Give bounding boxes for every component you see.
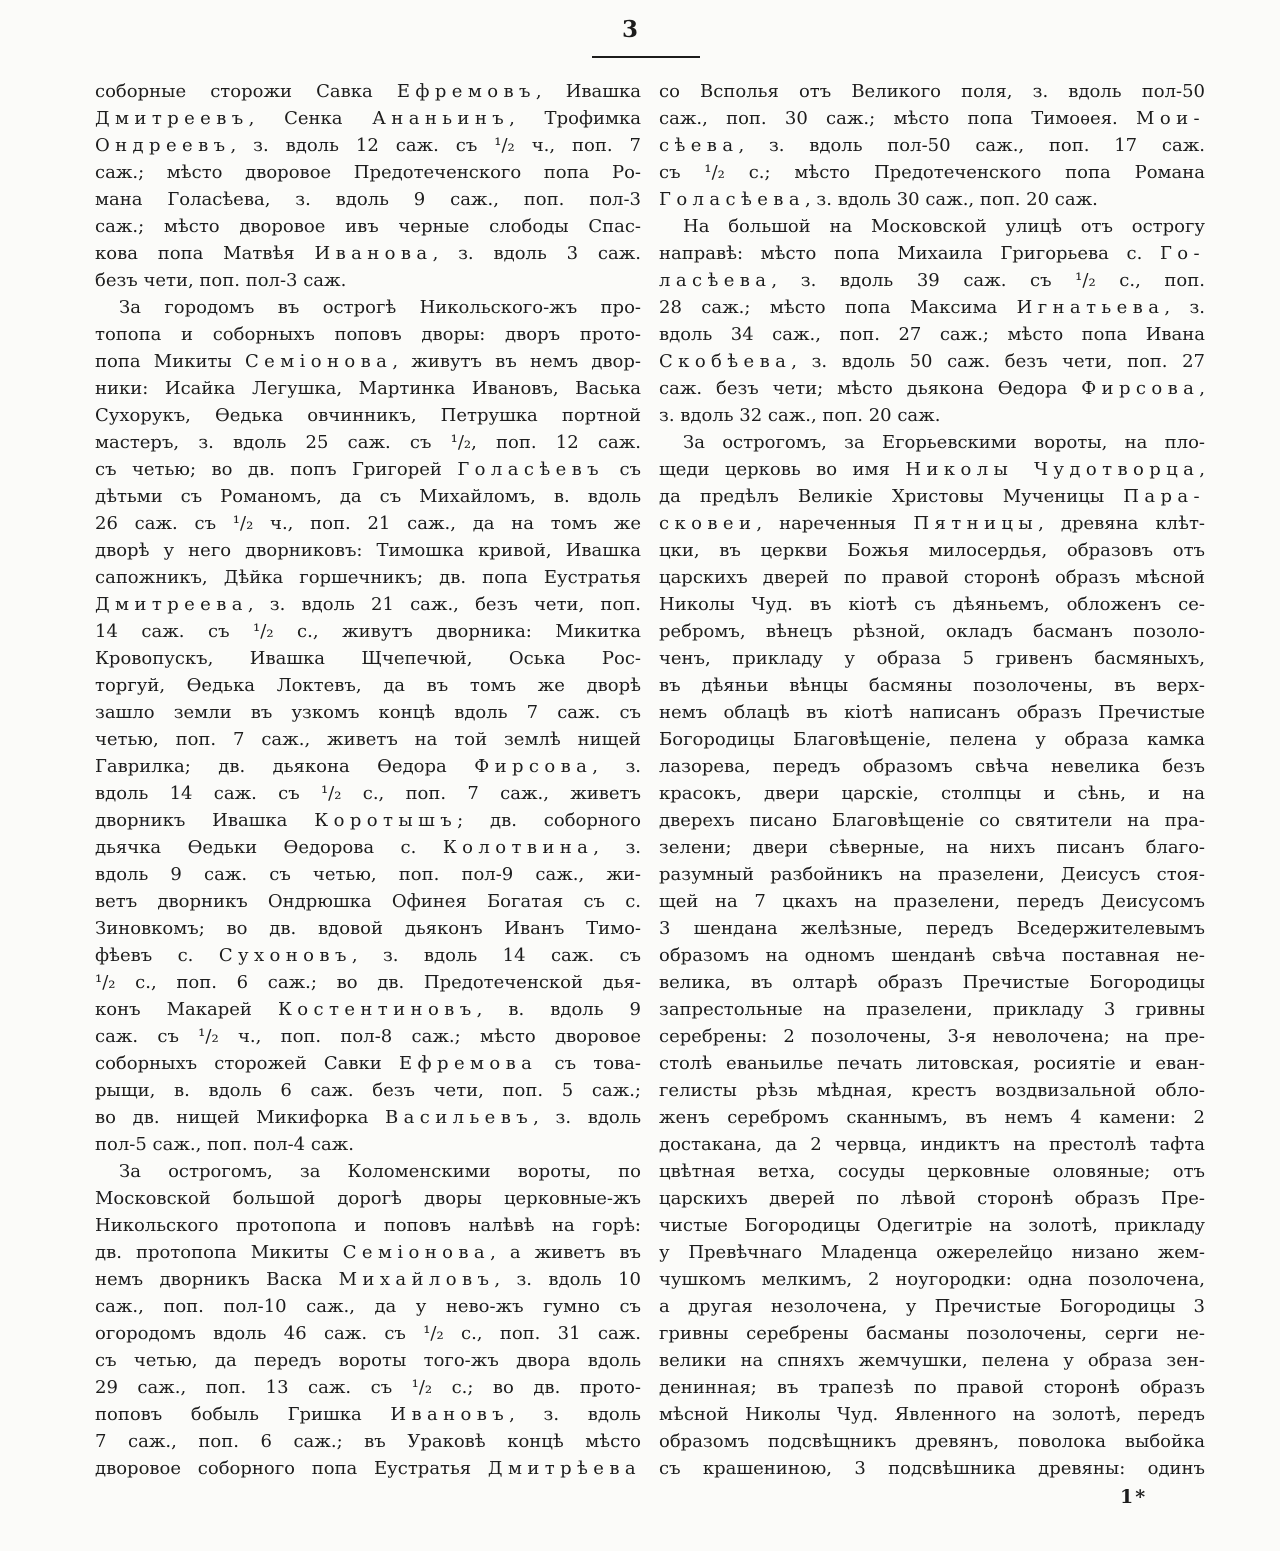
text-line: съ ¹/₂ с.; мѣсто Предотеченского попа Романа xyxy=(659,162,1205,183)
text-line: 7 саж., поп. 6 саж.; въ Ураковѣ концѣ мѣсто xyxy=(95,1431,641,1452)
text-line: Никольского протопопа и поповъ налѣвѣ на горѣ: xyxy=(95,1215,641,1236)
text-line: дв. протопопа Микиты Семіонова, а живетъ въ xyxy=(95,1242,641,1263)
text-line: саж. безъ чети; мѣсто дьякона Ѳедора Фирсова, xyxy=(659,378,1205,399)
text-line: соборныхъ сторожей Савки Ефремова съ това- xyxy=(95,1053,641,1074)
text-line: лазорева, передъ образомъ свѣча невелика безъ xyxy=(659,756,1205,777)
letterspaced-name: Николы Чудотворца xyxy=(905,459,1200,480)
text-line: Сухорукъ, Ѳедька овчинникъ, Петрушка портной xyxy=(95,405,641,426)
text-line: вдоль 9 саж. съ четью, поп. пол-9 саж., жи- xyxy=(95,864,641,885)
letterspaced-name: Голасѣевъ xyxy=(457,459,605,480)
text-line: щей на 7 цкахъ на празелени, передъ Деисусомъ xyxy=(659,891,1205,912)
text-line: саж.; мѣсто дворовое ивъ черные слободы Спас- xyxy=(95,216,641,237)
text-line: зашло земли въ узкомъ концѣ вдоль 7 саж. съ xyxy=(95,702,641,723)
text-line: ники: Исайка Легушка, Мартинка Ивановъ, Васька xyxy=(95,378,641,399)
text-line: Московской большой дорогѣ дворы церковные-жъ xyxy=(95,1188,641,1209)
letterspaced-name: Скобѣева xyxy=(659,351,792,372)
text-line: поповъ бобыль Гришка Ивановъ, з. вдоль xyxy=(95,1404,641,1425)
letterspaced-name: Ананьинъ xyxy=(372,108,510,129)
signature-mark: 1* xyxy=(1120,1486,1148,1508)
letterspaced-name: Семіонова xyxy=(342,1242,491,1263)
letterspaced-name: Голасѣева xyxy=(659,189,805,210)
text-line: велики на спняхъ жемчушки, пелена у образа зен- xyxy=(659,1350,1205,1371)
letterspaced-name: Пятницы xyxy=(913,513,1039,534)
text-line: мана Голасѣева, з. вдоль 9 саж., поп. пол-3 xyxy=(95,189,641,210)
text-line: дворовое соборного попа Еустратья Дмитрѣева xyxy=(95,1458,641,1479)
text-line: безъ чети, поп. пол-3 саж. xyxy=(95,270,347,291)
text-line: цки, въ церкви Божья милосердья, образовъ отъ xyxy=(659,540,1205,561)
text-line: мастеръ, з. вдоль 25 саж. съ ¹/₂, поп. 12 саж. xyxy=(95,432,641,453)
letterspaced-name: Колотвина xyxy=(442,837,594,858)
text-line: гривны серебрены басманы позолочены, серги не- xyxy=(659,1323,1205,1344)
text-line: Зиновкомъ; во дв. вдовой дьяконъ Иванъ Тимо- xyxy=(95,918,641,939)
text-line: Кровопускъ, Ивашка Щчепечюй, Оська Рос- xyxy=(95,648,641,669)
text-line: 14 саж. съ ¹/₂ с., живутъ дворника: Микитка xyxy=(95,621,641,642)
text-line: съ четью; во дв. попъ Григорей Голасѣевъ съ xyxy=(95,459,641,480)
text-line: чушкомъ мелкимъ, 2 ноугородки: одна позолочена, xyxy=(659,1269,1205,1290)
text-line: ласѣева, з. вдоль 39 саж. съ ¹/₂ с., поп. xyxy=(659,270,1205,291)
text-line: ¹/₂ с., поп. 6 саж.; во дв. Предотеченской дья- xyxy=(95,972,641,993)
text-line: царскихъ дверей по правой сторонѣ образъ мѣсной xyxy=(659,567,1205,588)
text-line: ченъ, прикладу у образа 5 гривенъ басмяныхъ, xyxy=(659,648,1205,669)
text-line: Богородицы Благовѣщеніе, пелена у образа камка xyxy=(659,729,1205,750)
text-line: дѣтьми съ Романомъ, да съ Михайломъ, в. вдоль xyxy=(95,486,641,507)
text-line: чистые Богородицы Одегитріе на золотѣ, прикладу xyxy=(659,1215,1205,1236)
page-number: 3 xyxy=(621,16,638,43)
text-line: На большой на Московской улицѣ отъ острогу xyxy=(683,216,1205,237)
letterspaced-name: Костентиновъ xyxy=(277,999,477,1020)
text-line: дьячка Ѳедьки Ѳедорова с. Колотвина, з. xyxy=(95,837,641,858)
text-line: достакана, да 2 червца, индиктъ на престолѣ тафта xyxy=(659,1134,1205,1155)
text-line: серебрены: 2 позолочены, 3-я неволочена; на пре- xyxy=(659,1026,1205,1047)
text-line: Дмитреевъ, Сенка Ананьинъ, Трофимка xyxy=(95,108,641,129)
text-line: образомъ на одномъ шенданѣ свѣча поставная не- xyxy=(659,945,1205,966)
letterspaced-name: Иванова xyxy=(314,243,433,264)
letterspaced-name: сѣева xyxy=(659,135,739,156)
text-line: Николы Чуд. въ кіотѣ съ дѣяньемъ, обложенъ се- xyxy=(659,594,1205,615)
text-line: разумный разбойникъ на празелени, Деисусъ стоя- xyxy=(659,864,1205,885)
text-line: кова попа Матвѣя Иванова, з. вдоль 3 саж. xyxy=(95,243,641,264)
letterspaced-name: Ефремовъ xyxy=(396,81,536,102)
letterspaced-name: Пара- xyxy=(1123,486,1205,507)
letterspaced-name: сковеи xyxy=(659,513,757,534)
text-line: денинная; въ трапезѣ по правой сторонѣ образъ xyxy=(659,1377,1205,1398)
text-line: торгуй, Ѳедька Локтевъ, да въ томъ же дворѣ xyxy=(95,675,641,696)
letterspaced-name: Фирсова xyxy=(1081,378,1200,399)
letterspaced-name: Михайловъ xyxy=(338,1269,495,1290)
column-right xyxy=(659,78,1205,1482)
letterspaced-name: Ондреевъ xyxy=(95,135,231,156)
text-line: у Превѣчнаго Младенца ожерелейцо низано жем- xyxy=(659,1242,1205,1263)
text-line: соборные сторожи Савка Ефремовъ, Ивашка xyxy=(95,81,641,102)
letterspaced-name: ласѣева xyxy=(659,270,772,291)
text-line: женъ серебромъ сканнымъ, въ немъ 4 камени: 2 xyxy=(659,1107,1205,1128)
text-line: дворѣ у него дворниковъ: Тимошка кривой, Ивашка xyxy=(95,540,641,561)
text-line: немъ дворникъ Васка Михайловъ, з. вдоль 10 xyxy=(95,1269,641,1290)
letterspaced-name: Игнатьева xyxy=(1016,297,1165,318)
text-line: цвѣтная ветха, сосуды церковные оловяные; отъ xyxy=(659,1161,1205,1182)
text-line: Скобѣева, з. вдоль 50 саж. безъ чети, поп. 27 xyxy=(659,351,1205,372)
text-line: красокъ, двери царскіе, столпцы и сѣнь, и на xyxy=(659,783,1205,804)
letterspaced-name: Сухоновъ xyxy=(218,945,352,966)
text-line: попа Микиты Семіонова, живутъ въ немъ двор- xyxy=(95,351,641,372)
text-line: ветъ дворникъ Ондрюшка Офинея Богатая съ с. xyxy=(95,891,641,912)
text-line: съ четью, да передъ вороты того-жъ двора вдоль xyxy=(95,1350,641,1371)
text-line: Голасѣева, з. вдоль 30 саж., поп. 20 саж. xyxy=(659,189,1098,210)
text-line: топопа и соборныхъ поповъ дворы: дворъ прото- xyxy=(95,324,641,345)
text-line: во дв. нищей Микифорка Васильевъ, з. вдоль xyxy=(95,1107,641,1128)
text-line: пол-5 саж., поп. пол-4 саж. xyxy=(95,1134,354,1155)
text-line: конъ Макарей Костентиновъ, в. вдоль 9 xyxy=(95,999,641,1020)
text-line: Ондреевъ, з. вдоль 12 саж. съ ¹/₂ ч., поп. 7 xyxy=(95,135,641,156)
text-line: да предѣлъ Великіе Христовы Мученицы Пара- xyxy=(659,486,1205,507)
text-line: щеди церковь во имя Николы Чудотворца, xyxy=(659,459,1205,480)
text-line: сѣева, з. вдоль пол-50 саж., поп. 17 саж. xyxy=(659,135,1205,156)
text-line: запрестольные на празелени, прикладу 3 гривны xyxy=(659,999,1205,1020)
text-line: направѣ: мѣсто попа Михаила Григорьева с. Го- xyxy=(659,243,1205,264)
text-line: гелисты рѣзь мѣдная, крестъ воздвизальной обло- xyxy=(659,1080,1205,1101)
text-line: саж. съ ¹/₂ ч., поп. пол-8 саж.; мѣсто дворовое xyxy=(95,1026,641,1047)
text-line: а другая незолочена, у Пречистые Богородицы 3 xyxy=(659,1296,1205,1317)
text-line: съ крашениною, 3 подсвѣшника древяны: одинъ xyxy=(659,1458,1205,1479)
text-line: вдоль 14 саж. съ ¹/₂ с., поп. 7 саж., живетъ xyxy=(95,783,641,804)
letterspaced-name: Ефремова xyxy=(399,1053,538,1074)
text-line: мѣсной Николы Чуд. Явленного на золотѣ, передъ xyxy=(659,1404,1205,1425)
text-line: 28 саж.; мѣсто попа Максима Игнатьева, з. xyxy=(659,297,1205,318)
text-line: дворникъ Ивашка Коротышъ; дв. соборного xyxy=(95,810,641,831)
letterspaced-name: Коротышъ xyxy=(314,810,458,831)
text-line: столѣ еваньилье печать литовская, росиятіе и еван- xyxy=(659,1053,1205,1074)
text-line: велика, въ олтарѣ образъ Пречистые Богородицы xyxy=(659,972,1205,993)
text-line: сковеи, нареченныя Пятницы, древяна клѣт- xyxy=(659,513,1205,534)
column-left xyxy=(95,78,641,1482)
text-line: За острогомъ, за Коломенскими вороты, по xyxy=(119,1161,641,1182)
text-line: Дмитреева, з. вдоль 21 саж., безъ чети, поп. xyxy=(95,594,641,615)
text-line: 26 саж. съ ¹/₂ ч., поп. 21 саж., да на томъ же xyxy=(95,513,641,534)
text-line: ребромъ, вѣнецъ рѣзной, окладъ басманъ позоло- xyxy=(659,621,1205,642)
text-line: царскихъ дверей по лѣвой сторонѣ образъ Пре- xyxy=(659,1188,1205,1209)
letterspaced-name: Дмитреевъ xyxy=(95,108,249,129)
text-line: четью, поп. 7 саж., живетъ на той землѣ нищей xyxy=(95,729,641,750)
text-line: саж., поп. 30 саж.; мѣсто попа Тимоѳея. Мои- xyxy=(659,108,1205,129)
letterspaced-name: Го- xyxy=(1159,243,1205,264)
text-line: саж., поп. пол-10 саж., да у нево-жъ гумно съ xyxy=(95,1296,641,1317)
letterspaced-name: Ивановъ xyxy=(390,1404,510,1425)
text-line: з. вдоль 32 саж., поп. 20 саж. xyxy=(659,405,941,426)
text-line: рыщи, в. вдоль 6 саж. безъ чети, поп. 5 саж.; xyxy=(95,1080,641,1101)
text-line: саж.; мѣсто дворовое Предотеченского попа Ро- xyxy=(95,162,641,183)
letterspaced-name: Дмитрѣева xyxy=(487,1458,641,1479)
text-line: дверехъ писано Благовѣщеніе со святители на пра- xyxy=(659,810,1205,831)
letterspaced-name: Фирсова xyxy=(474,756,593,777)
text-line: немъ облацѣ въ кіотѣ написанъ образъ Пречистые xyxy=(659,702,1205,723)
letterspaced-name: Семіонова xyxy=(244,351,393,372)
text-line: 3 шендана желѣзные, передъ Вседержителевымъ xyxy=(659,918,1205,939)
text-line: За острогомъ, за Егорьевскими вороты, на пло- xyxy=(683,432,1205,453)
letterspaced-name: Дмитреева xyxy=(95,594,248,615)
text-line: со Всполья отъ Великого поля, з. вдоль пол-50 xyxy=(659,81,1205,102)
text-line: образомъ подсвѣщникъ древянъ, поволока выбойка xyxy=(659,1431,1205,1452)
letterspaced-name: Мои- xyxy=(1136,108,1205,129)
letterspaced-name: Васильевъ xyxy=(385,1107,534,1128)
header-rule xyxy=(592,56,700,58)
text-line: зелени; двери сѣверные, на нихъ писанъ благо- xyxy=(659,837,1205,858)
text-line: За городомъ въ острогѣ Никольского-жъ про- xyxy=(119,297,641,318)
text-line: сапожникъ, Дѣйка горшечникъ; дв. попа Еустратья xyxy=(95,567,641,588)
text-line: вдоль 34 саж., поп. 27 саж.; мѣсто попа Ивана xyxy=(659,324,1205,345)
text-line: Гаврилка; дв. дьякона Ѳедора Фирсова, з. xyxy=(95,756,641,777)
text-line: 29 саж., поп. 13 саж. съ ¹/₂ с.; во дв. прото- xyxy=(95,1377,641,1398)
text-line: фѣевъ с. Сухоновъ, з. вдоль 14 саж. съ xyxy=(95,945,641,966)
text-line: огородомъ вдоль 46 саж. съ ¹/₂ с., поп. 31 саж. xyxy=(95,1323,641,1344)
text-line: въ дѣяньи вѣнцы басмяны позолочены, въ верх- xyxy=(659,675,1205,696)
